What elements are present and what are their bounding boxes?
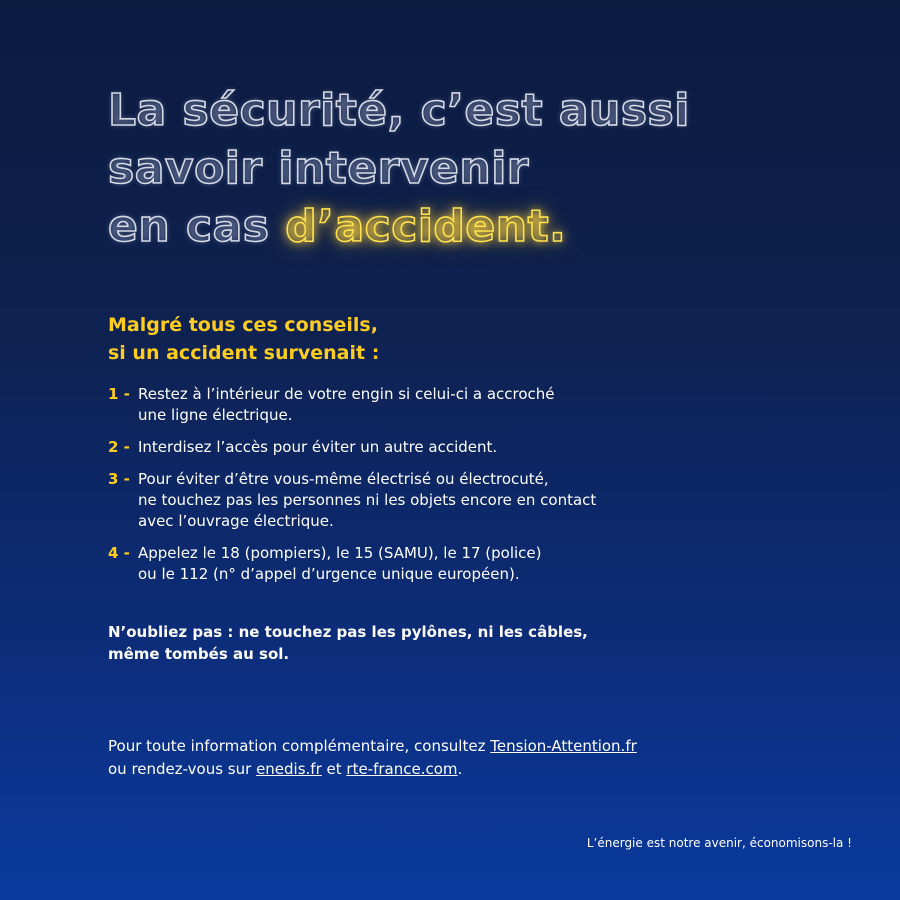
info-line-1	[108, 735, 768, 758]
subheading-line-2: si un accident survenait :	[108, 342, 380, 364]
link-enedis[interactable]: enedis.fr	[256, 760, 322, 778]
headline-highlight: d’accident.	[285, 201, 567, 252]
headline-line-2: savoir intervenir	[108, 143, 529, 194]
link-tension-attention[interactable]: Tension-Attention.fr	[490, 737, 637, 755]
step-number: 2 -	[108, 438, 136, 456]
step-number: 4 -	[108, 544, 136, 562]
reminder-line-1: N’oubliez pas : ne touchez pas les pylônes, ni les câbles,	[108, 623, 588, 641]
link-rte-france[interactable]: rte-france.com	[346, 760, 458, 778]
headline	[108, 82, 748, 256]
step-text	[138, 384, 555, 426]
step-text	[138, 543, 542, 585]
info-period: .	[457, 760, 463, 778]
headline-line-3	[108, 198, 748, 256]
step-line: avec l’ouvrage électrique.	[138, 512, 334, 530]
subheading-line-1: Malgré tous ces conseils,	[108, 314, 378, 336]
reminder-note	[108, 621, 668, 665]
step-1	[108, 384, 708, 426]
slogan: L’énergie est notre avenir, économisons-la !	[586, 836, 852, 850]
info-line-2	[108, 758, 768, 781]
info-text: Pour toute information complémentaire, consultez	[108, 737, 491, 755]
headline-line-3-prefix: en cas	[108, 201, 270, 252]
reminder-line-2: même tombés au sol.	[108, 645, 290, 663]
step-number: 3 -	[108, 470, 136, 488]
info-text: ou rendez-vous sur	[108, 760, 257, 778]
step-text	[138, 469, 596, 532]
step-line: Pour éviter d’être vous-même électrisé ou électrocuté,	[138, 470, 549, 488]
step-line: une ligne électrique.	[138, 406, 293, 424]
step-2	[108, 437, 708, 458]
step-line: Appelez le 18 (pompiers), le 15 (SAMU), le 17 (police)	[138, 544, 542, 562]
subheading	[108, 311, 608, 367]
step-4	[108, 543, 708, 585]
steps-list	[108, 384, 708, 596]
step-line: ne touchez pas les personnes ni les objets encore en contact	[138, 491, 597, 509]
step-3	[108, 469, 708, 532]
step-number: 1 -	[108, 385, 136, 403]
step-line: Restez à l’intérieur de votre engin si celui-ci a accroché	[138, 385, 555, 403]
step-text	[138, 437, 497, 458]
info-block	[108, 735, 768, 781]
headline-line-1: La sécurité, c’est aussi	[108, 85, 690, 136]
info-connector: et	[321, 760, 347, 778]
step-line: Interdisez l’accès pour éviter un autre accident.	[138, 438, 498, 456]
step-line: ou le 112 (n° d’appel d’urgence unique européen).	[138, 565, 520, 583]
